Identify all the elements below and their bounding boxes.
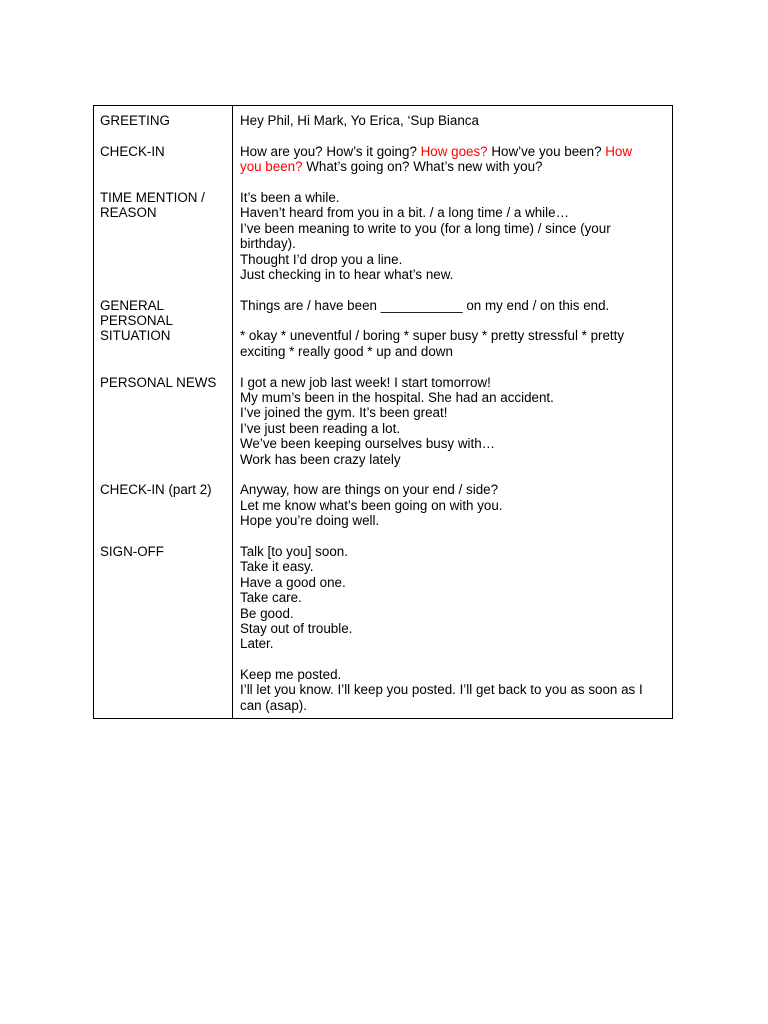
- category-label: GREETING: [100, 113, 170, 128]
- phrase-text: I’ve joined the gym. It’s been great!: [240, 405, 448, 421]
- category-label: PERSONAL: [100, 313, 173, 329]
- label-spacer: [100, 698, 226, 713]
- phrase-line: [240, 544, 666, 559]
- label-spacer: [100, 221, 226, 236]
- phrases-column: [240, 113, 666, 713]
- phrase-text: How’ve you been?: [487, 143, 606, 159]
- row-gap: [240, 128, 666, 143]
- row-gap: [240, 529, 666, 544]
- phrase-line: [240, 590, 666, 605]
- label-spacer: [100, 667, 226, 682]
- row-gap: [100, 128, 226, 143]
- label-spacer: [100, 236, 226, 251]
- phrase-text: Thought I’d drop you a line.: [240, 251, 403, 267]
- label-spacer: [100, 559, 226, 574]
- row-gap: [240, 467, 666, 482]
- column-divider: [232, 106, 233, 718]
- phrase-line: [240, 698, 666, 713]
- phrase-line: [240, 682, 666, 697]
- phrase-text: Hey Phil, Hi Mark, Yo Erica, ‘Sup Bianca: [240, 113, 479, 128]
- row-gap: [100, 529, 226, 544]
- phrase-text: Talk [to you] soon.: [240, 543, 348, 559]
- phrase-text: I’ve just been reading a lot.: [240, 420, 401, 436]
- phrase-text: Take it easy.: [240, 559, 314, 575]
- phrase-text: Have a good one.: [240, 574, 346, 590]
- phrase-text: What’s going on? What’s new with you?: [302, 159, 543, 175]
- category-label: REASON: [100, 205, 157, 221]
- phrase-line: [240, 113, 666, 128]
- phrase-text: Just checking in to hear what’s new.: [240, 266, 454, 282]
- category-label: CHECK-IN (part 2): [100, 482, 212, 498]
- phrase-text: Haven’t heard from you in a bit. / a long time / a while…: [240, 205, 569, 221]
- label-spacer: [100, 159, 226, 174]
- phrase-text: Work has been crazy lately: [240, 451, 401, 467]
- category-column: [100, 113, 226, 713]
- phrase-line: [240, 144, 666, 159]
- phrase-line: [240, 621, 666, 636]
- row-gap: [240, 359, 666, 374]
- phrase-text: How are you? How’s it going?: [240, 143, 421, 159]
- label-spacer: [100, 682, 226, 697]
- label-spacer: [100, 436, 226, 451]
- highlighted-phrase: you been?: [240, 159, 303, 175]
- phrase-line: [240, 421, 666, 436]
- label-spacer: [100, 590, 226, 605]
- phrase-text: * okay * uneventful / boring * super busy * pretty stressful * pretty: [240, 328, 625, 344]
- phrase-text: I got a new job last week! I start tomorrow!: [240, 374, 491, 390]
- phrase-line: [240, 667, 666, 682]
- phrase-text: It’s been a while.: [240, 189, 340, 205]
- blank-line: [240, 313, 666, 328]
- phrase-line: [240, 375, 666, 390]
- row-gap: [100, 175, 226, 190]
- phrase-line: [240, 267, 666, 282]
- label-spacer: [100, 621, 226, 636]
- phrase-line: [240, 328, 666, 343]
- label-spacer: [100, 575, 226, 590]
- phrase-text: Later.: [240, 636, 274, 652]
- phrase-text: I’ve been meaning to write to you (for a long time) / since (your: [240, 220, 611, 236]
- phrase-text: Anyway, how are things on your end / side?: [240, 482, 499, 498]
- phrase-text: I’ll let you know. I’ll keep you posted. I’ll get back to you as soon as I: [240, 682, 643, 698]
- phrase-text: Things are / have been ___________ on my end / on this end.: [240, 297, 610, 313]
- row-gap: [100, 467, 226, 482]
- phrase-text: exciting * really good * up and down: [240, 343, 453, 359]
- phrase-line: [240, 513, 666, 528]
- label-spacer: [100, 452, 226, 467]
- phrase-line: [240, 190, 666, 205]
- phrase-line: [240, 636, 666, 651]
- phrase-text: We’ve been keeping ourselves busy with…: [240, 436, 496, 452]
- phrase-table: [93, 105, 673, 719]
- category-label: TIME MENTION /: [100, 189, 205, 205]
- label-spacer: [100, 344, 226, 359]
- category-label: SIGN-OFF: [100, 543, 164, 559]
- phrase-line: [240, 606, 666, 621]
- phrase-text: Hope you’re doing well.: [240, 513, 380, 529]
- category-label: PERSONAL NEWS: [100, 374, 217, 390]
- highlighted-phrase: How goes?: [420, 143, 488, 159]
- phrase-line: [240, 482, 666, 497]
- phrase-text: Be good.: [240, 605, 294, 621]
- label-spacer: [100, 267, 226, 282]
- phrase-text: Stay out of trouble.: [240, 620, 353, 636]
- label-spacer: [100, 606, 226, 621]
- row-gap: [240, 175, 666, 190]
- phrase-line: [240, 344, 666, 359]
- phrase-text: can (asap).: [240, 697, 307, 713]
- highlighted-phrase: How: [605, 143, 633, 159]
- phrase-line: [240, 236, 666, 251]
- phrase-line: [240, 559, 666, 574]
- phrase-text: birthday).: [240, 236, 296, 252]
- phrase-text: My mum’s been in the hospital. She had an accident.: [240, 390, 554, 406]
- label-spacer: [100, 513, 226, 528]
- phrase-line: [240, 159, 666, 174]
- phrase-text: Let me know what’s been going on with you.: [240, 497, 503, 513]
- category-label: SITUATION: [100, 328, 171, 344]
- label-spacer: [100, 252, 226, 267]
- label-spacer: [100, 390, 226, 405]
- phrase-line: [240, 252, 666, 267]
- phrase-line: [240, 390, 666, 405]
- phrase-line: [240, 221, 666, 236]
- label-spacer: [100, 636, 226, 651]
- phrase-text: Take care.: [240, 590, 302, 606]
- category-label: CHECK-IN: [100, 143, 165, 159]
- category-label: GENERAL: [100, 297, 164, 313]
- label-spacer: [100, 405, 226, 420]
- label-spacer: [100, 652, 226, 667]
- phrase-line: [240, 575, 666, 590]
- phrase-text: Keep me posted.: [240, 667, 342, 683]
- label-spacer: [100, 421, 226, 436]
- row-gap: [100, 359, 226, 374]
- phrase-line: [240, 498, 666, 513]
- label-spacer: [100, 498, 226, 513]
- row-gap: [100, 282, 226, 297]
- phrase-line: [240, 405, 666, 420]
- phrase-line: [240, 452, 666, 467]
- phrase-line: [240, 205, 666, 220]
- blank-line: [240, 652, 666, 667]
- row-gap: [240, 282, 666, 297]
- phrase-line: [240, 436, 666, 451]
- phrase-line: [240, 298, 666, 313]
